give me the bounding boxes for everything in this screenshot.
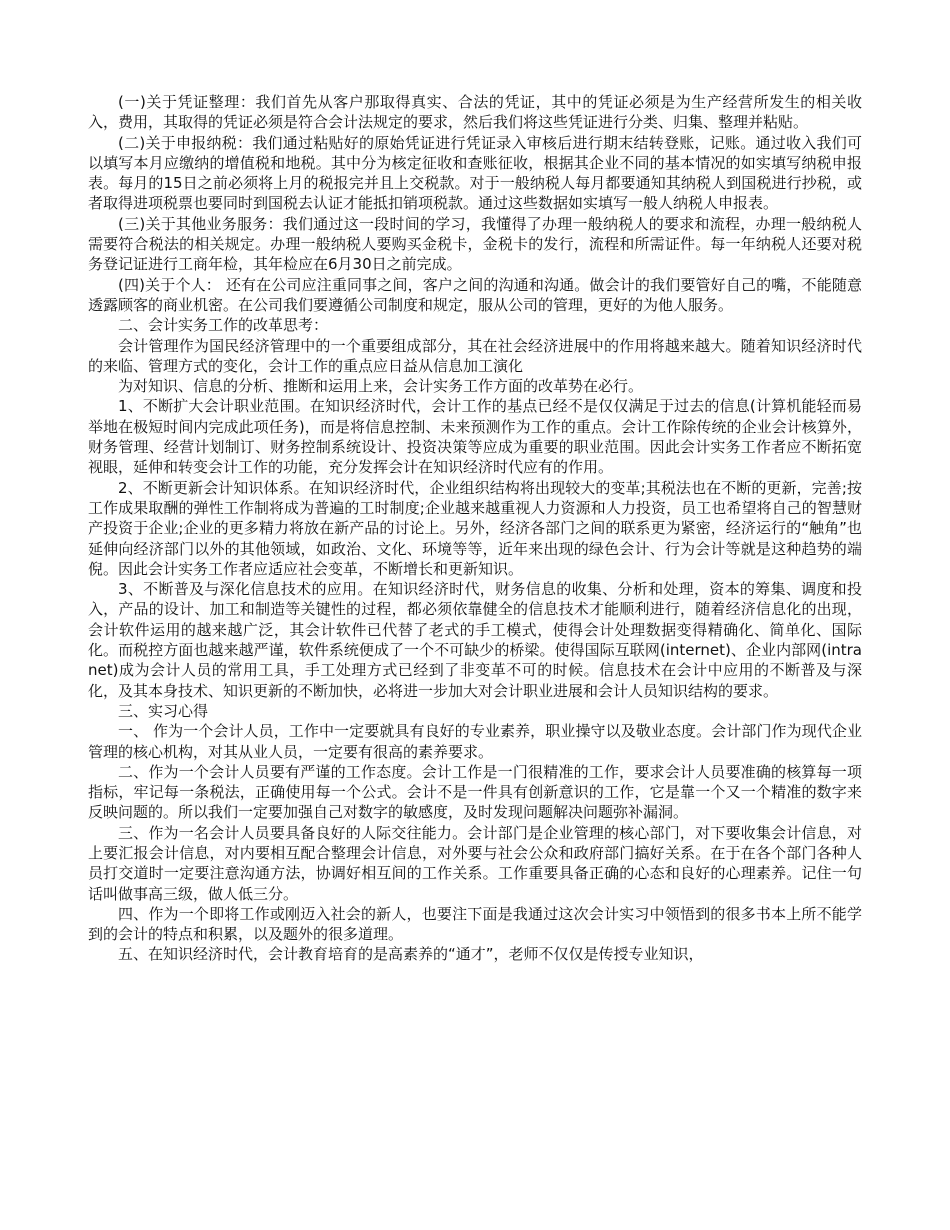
paragraph-reform-intro: 会计管理作为国民经济管理中的一个重要组成部分，其在社会经济进展中的作用将越来越大。随着知识经济时代的来临、管理方式的变化，会计工作的重点应日益从信息加工演化 xyxy=(88,336,862,375)
section-heading-internship: 三、实习心得 xyxy=(118,701,209,720)
section-heading-reform: 二、会计实务工作的改革思考： xyxy=(118,316,329,335)
paragraph-personal: (四)关于个人： 还有在公司应注重同事之间，客户之间的沟通和沟通。做会计的我们要管好自己的嘴，不能随意透露顾客的商业机密。在公司我们要遵循公司制度和规定，服从公司的管理，更好的为他人服务。 xyxy=(88,275,862,314)
paragraph-reform-point-3: 3、不断普及与深化信息技术的应用。在知识经济时代，财务信息的收集、分析和处理，资本的筹集、调度和投入，产品的设计、加工和制造等关键性的过程，都必须依靠健全的信息技术才能顺利进行，随着经济信息化的出现，会计软件运用的越来越广泛，其会计软件已代替了老式的手工模式，使得会计处理数据变得精确化、简单化、国际化。而税控方面也越来越严谨，软件系统便成了一个不可缺少的桥梁。使得国际互联网(internet)、企业内部网(intranet)成为会计人员的常用工具，手工处理方式已经到了非变革不可的时候。信息技术在会计中应用的不断普及与深化，及其本身技术、知识更新的不断加快，必将进一步加大对会计职业进展和会计人员知识结构的要求。 xyxy=(88,580,862,700)
paragraph-tax-filing: (二)关于申报纳税：我们通过粘贴好的原始凭证进行凭证录入审核后进行期末结转登账，记账。通过收入我们可以填写本月应缴纳的增值税和地税。其中分为核定征收和查账征收，根据其企业不同的基本情况的如实填写纳税申报表。每月的15日之前必须将上月的税报完并且上交税款。对于一般纳税人每月都要通知其纳税人到国税进行抄税，或者取得进项税票也要同时到国税去认证才能抵扣销项税款。通过这些数据如实填写一般人纳税人申报表。 xyxy=(88,133,862,213)
paragraph-internship-point-2: 二、作为一个会计人员要有严谨的工作态度。会计工作是一门很精准的工作，要求会计人员要准确的核算每一项指标，牢记每一条税法，正确使用每一个公式。会计不是一件具有创新意识的工作，它是靠一个又一个精准的数字来反映问题的。所以我们一定要加强自己对数字的敏感度，及时发现问题解决问题弥补漏洞。 xyxy=(88,762,862,822)
document-page xyxy=(88,92,862,965)
paragraph-other-services: (三)关于其他业务服务：我们通过这一段时间的学习，我懂得了办理一般纳税人的要求和流程，办理一般纳税人需要符合税法的相关规定。办理一般纳税人要购买金税卡，金税卡的发行，流程和所需证件。每一年纳税人还要对税务登记证进行工商年检，其年检应在6月30日之前完成。 xyxy=(88,214,862,274)
paragraph-reform-point-1: 1、不断扩大会计职业范围。在知识经济时代，会计工作的基点已经不是仅仅满足于过去的信息(计算机能轻而易举地在极短时间内完成此项任务)，而是将信息控制、未来预测作为工作的重点。会计工作除传统的企业会计核算外，财务管理、经营计划制订、财务控制系统设计、投资决策等应成为重要的职业范围。因此会计实务工作者应不断拓宽视眼，延伸和转变会计工作的功能，充分发挥会计在知识经济时代应有的作用。 xyxy=(88,397,862,477)
paragraph-voucher-organizing: (一)关于凭证整理：我们首先从客户那取得真实、合法的凭证，其中的凭证必须是为生产经营所发生的相关收入，费用，其取得的凭证必须是符合会计法规定的要求，然后我们将这些凭证进行分类、归集、整理并粘贴。 xyxy=(88,93,862,132)
paragraph-internship-point-4: 四、作为一个即将工作或刚迈入社会的新人，也要注下面是我通过这次会计实习中领悟到的很多书本上所不能学到的会计的特点和积累，以及题外的很多道理。 xyxy=(88,904,862,944)
paragraph-reform-intro-continued: 为对知识、信息的分析、推断和运用上来，会计实务工作方面的改革势在必行。 xyxy=(118,377,644,396)
paragraph-reform-point-2: 2、不断更新会计知识体系。在知识经济时代，企业组织结构将出现较大的变革;其税法也在不断的更新，完善;按工作成果取酬的弹性工作制将成为普遍的工时制度;企业越来越重视人力资源和人力投资，员工也希望将自己的智慧财产投资于企业;企业的更多精力将放在新产品的讨论上。另外，经济各部门之间的联系更为紧密，经济运行的“触角”也延伸向经济部门以外的其他领域，如政治、文化、环境等等，近年来出现的绿色会计、行为会计等就是这种趋势的端倪。因此会计实务工作者应适应社会变革，不断增长和更新知识。 xyxy=(88,478,862,578)
paragraph-internship-point-1: 一、 作为一个会计人员，工作中一定要就具有良好的专业素养，职业操守以及敬业态度。会计部门作为现代企业管理的核心机构，对其从业人员，一定要有很高的素养要求。 xyxy=(88,722,862,761)
paragraph-internship-point-3: 三、作为一名会计人员要具备良好的人际交往能力。会计部门是企业管理的核心部门，对下要收集会计信息，对上要汇报会计信息，对内要相互配合整理会计信息，对外要与社会公众和政府部门搞好关系。在于在各个部门各种人员打交道时一定要注意沟通方法，协调好相互间的工作关系。工作重要具备正确的心态和良好的心理素养。记住一句话叫做事高三级，做人低三分。 xyxy=(88,823,862,903)
paragraph-internship-point-5: 五、在知识经济时代，会计教育培育的是高素养的“通才”，老师不仅仅是传授专业知识， xyxy=(118,945,704,964)
